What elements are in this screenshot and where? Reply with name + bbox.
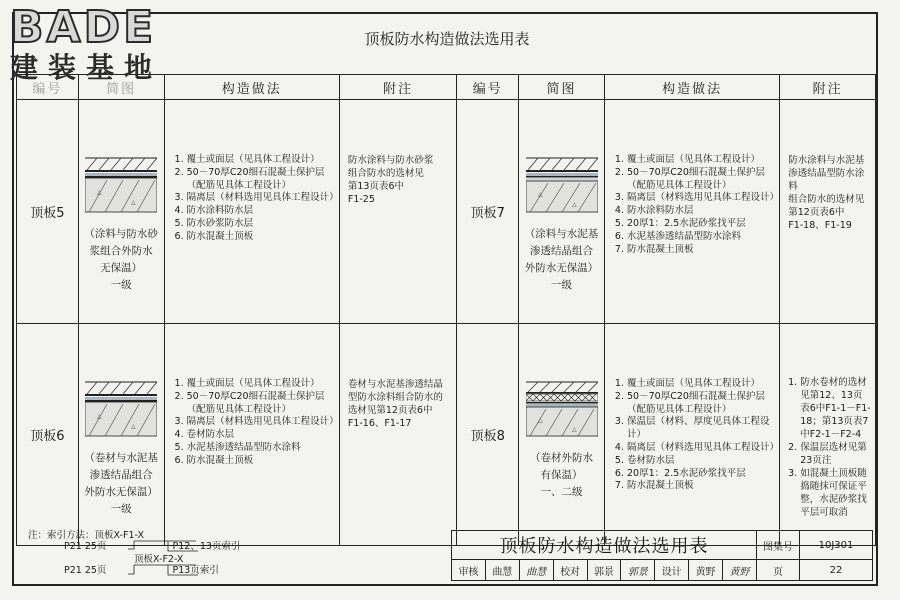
caption-line: （卷材与水泥基 bbox=[84, 452, 158, 464]
check-label: 校对 bbox=[553, 560, 587, 581]
sketch-cell-5 bbox=[78, 100, 164, 324]
layer-item: 6. 水泥基渗透结晶型防水涂料 bbox=[627, 231, 775, 244]
sketch-cell-7 bbox=[519, 100, 605, 324]
layers-cell-6 bbox=[164, 324, 339, 546]
layer-item: 4. 防水涂料防水层 bbox=[627, 205, 775, 218]
index-lead: 注：索引方法： bbox=[28, 530, 95, 541]
checker-name: 郭景 bbox=[587, 560, 621, 581]
header-method-right: 构造做法 bbox=[605, 75, 780, 100]
checker-signature: 郭景 bbox=[621, 560, 655, 581]
logo-text-cn: 建装基地 bbox=[10, 51, 163, 84]
layer-list bbox=[165, 324, 339, 468]
sketch-caption-7 bbox=[519, 226, 604, 294]
svg-text:△: △ bbox=[131, 423, 136, 430]
layer-item: 1. 覆土或面层（见具体工程设计） bbox=[187, 154, 335, 167]
caption-line: （涂料与防水砂 bbox=[84, 228, 158, 240]
section-drawing-7 bbox=[526, 154, 598, 218]
note-item: 2. 保温层选材见第23页注 bbox=[800, 441, 871, 467]
note-cell-6 bbox=[339, 324, 457, 546]
note-cell-7 bbox=[780, 100, 876, 324]
note-line: 组合防水的选材见 bbox=[347, 168, 424, 179]
caption-line: 无保温） bbox=[100, 262, 143, 274]
layer-item: 2. 50－70厚C20细石混凝土保护层（配筋见具体工程设计） bbox=[187, 167, 335, 193]
note-line: 渗透结晶型防水涂料 bbox=[788, 168, 865, 192]
page-number: 22 bbox=[800, 560, 873, 581]
index-left-2: P21 25页 bbox=[64, 565, 107, 576]
layers-cell-7 bbox=[605, 100, 780, 324]
logo-text-en: BADE bbox=[10, 2, 157, 53]
index-example-1: 顶板X-F1-X bbox=[94, 530, 144, 541]
sketch-cell-8 bbox=[519, 324, 605, 546]
header-note-right: 附注 bbox=[780, 75, 876, 100]
layer-item: 5. 水泥基渗透结晶型防水涂料 bbox=[187, 442, 335, 455]
index-right-2: P13页索引 bbox=[172, 565, 219, 576]
layer-list bbox=[605, 100, 779, 256]
caption-line: 渗透结晶组合 bbox=[530, 245, 594, 257]
layer-item: 1. 覆土或面层（见具体工程设计） bbox=[187, 378, 335, 391]
caption-line: 有保温） bbox=[540, 469, 583, 481]
options-table bbox=[16, 74, 876, 546]
sketch-caption-6 bbox=[79, 450, 164, 518]
drawing-title: 顶板防水构造做法选用表 bbox=[452, 531, 757, 560]
row-label-7: 顶板7 bbox=[457, 100, 519, 324]
sketch-caption-5 bbox=[79, 226, 164, 294]
layer-item: 7. 防水混凝土顶板 bbox=[627, 480, 775, 493]
atlas-label: 图集号 bbox=[757, 531, 800, 560]
note-line: 选材见第12页表6中 bbox=[347, 405, 433, 416]
layer-item: 5. 卷材防水层 bbox=[627, 455, 775, 468]
design-label: 设计 bbox=[655, 560, 689, 581]
header-method-left: 构造做法 bbox=[164, 75, 339, 100]
note-line: 防水涂料与防水砂浆 bbox=[347, 155, 434, 166]
note-line: 组合防水的选材见 bbox=[788, 194, 865, 205]
caption-line: （涂料与水泥基 bbox=[524, 228, 599, 240]
layers-cell-8 bbox=[605, 324, 780, 546]
sketch-caption-8 bbox=[519, 450, 604, 501]
layer-item: 7. 防水混凝土顶板 bbox=[627, 244, 775, 257]
note-line: 防水涂料与水泥基 bbox=[788, 155, 865, 166]
caption-line: 一、二级 bbox=[540, 486, 583, 498]
reviewer-name: 曲慧 bbox=[485, 560, 519, 581]
svg-text:△: △ bbox=[571, 201, 577, 208]
header-sketch-right: 简图 bbox=[519, 75, 605, 100]
header-id-right: 编号 bbox=[457, 75, 519, 100]
header-sketch-left: 简图 bbox=[78, 75, 164, 100]
header-note-left: 附注 bbox=[339, 75, 457, 100]
layers-cell-5 bbox=[164, 100, 339, 324]
table-row bbox=[17, 324, 876, 546]
note-item: 3. 如混凝土顶板随捣随抹可保证平整，水泥砂浆找平层可取消 bbox=[800, 467, 871, 519]
brand-logo bbox=[10, 2, 163, 84]
layer-item: 6. 防水混凝土顶板 bbox=[187, 455, 335, 468]
caption-line: 浆组合外防水 bbox=[89, 245, 153, 257]
reviewer-signature: 曲慧 bbox=[519, 560, 553, 581]
note-line: 卷材与水泥基渗透结晶 bbox=[347, 379, 443, 390]
page-label: 页 bbox=[757, 560, 800, 581]
note-line: F1-16、F1-17 bbox=[347, 418, 412, 429]
note-line: F1-25 bbox=[347, 194, 375, 205]
caption-line: （卷材外防水 bbox=[530, 452, 594, 464]
drawing-frame bbox=[12, 12, 878, 586]
sketch-cell-6 bbox=[78, 324, 164, 546]
layer-item: 3. 隔离层（材料选用见具体工程设计） bbox=[187, 192, 335, 205]
svg-text:△: △ bbox=[131, 199, 136, 206]
note-cell-8 bbox=[780, 324, 876, 546]
designer-signature: 黄野 bbox=[723, 560, 757, 581]
caption-line: 一级 bbox=[551, 279, 573, 291]
layer-list bbox=[605, 324, 779, 493]
header-id-left: 编号 bbox=[17, 75, 79, 100]
layer-list bbox=[165, 100, 339, 244]
note-list bbox=[780, 324, 875, 519]
index-method-note bbox=[28, 530, 240, 576]
layer-item: 5. 20厚1：2.5水泥砂浆找平层 bbox=[627, 218, 775, 231]
layer-item: 3. 隔离层（材料选用见具体工程设计） bbox=[627, 192, 775, 205]
index-left-1: P21 25页 bbox=[64, 541, 107, 552]
table-row bbox=[17, 100, 876, 324]
row-label-5: 顶板5 bbox=[17, 100, 79, 324]
sheet-title: 顶板防水构造做法选用表 bbox=[364, 30, 530, 48]
layer-item: 6. 防水混凝土顶板 bbox=[187, 231, 335, 244]
layer-item: 4. 卷材防水层 bbox=[187, 429, 335, 442]
note-line: 型防水涂料组合防水的 bbox=[347, 392, 443, 403]
layer-item: 1. 覆土或面层（见具体工程设计） bbox=[627, 378, 775, 391]
layer-item: 3. 隔离层（材料选用见具体工程设计） bbox=[187, 416, 335, 429]
note-item: 1. 防水卷材的选材见第12、13页表6中F1-1－F1-18；第13页表7中F2-1－F2-4 bbox=[800, 376, 871, 441]
svg-text:△: △ bbox=[97, 189, 102, 196]
note-line: 第13页表6中 bbox=[347, 181, 404, 192]
caption-line: 一级 bbox=[110, 503, 132, 515]
layer-item: 5. 防水砂浆防水层 bbox=[187, 218, 335, 231]
review-label: 审核 bbox=[452, 560, 486, 581]
layer-item: 6. 20厚1：2.5水泥砂浆找平层 bbox=[627, 468, 775, 481]
caption-line: 外防水无保温） bbox=[524, 262, 599, 274]
designer-name: 黄野 bbox=[689, 560, 723, 581]
layer-item: 1. 覆土或面层（见具体工程设计） bbox=[627, 154, 775, 167]
layer-item: 2. 50－70厚C20细石混凝土保护层（配筋见具体工程设计） bbox=[627, 167, 775, 193]
layer-item: 2. 50－70厚C20细石混凝土保护层（配筋见具体工程设计） bbox=[187, 391, 335, 417]
note-line: F1-18、F1-19 bbox=[788, 220, 852, 231]
index-example-2: 顶板X-F2-X bbox=[134, 554, 184, 565]
note-cell-5 bbox=[339, 100, 457, 324]
layer-item: 2. 50－70厚C20细石混凝土保护层（配筋见具体工程设计） bbox=[627, 391, 775, 417]
layer-item: 4. 防水涂料防水层 bbox=[187, 205, 335, 218]
section-drawing-8 bbox=[526, 378, 598, 442]
svg-text:△: △ bbox=[537, 417, 543, 424]
section-drawing-6 bbox=[85, 378, 157, 442]
index-right-1: P12、13页索引 bbox=[172, 541, 241, 552]
layer-item: 3. 保温层（材料、厚度见具体工程设计） bbox=[627, 416, 775, 442]
title-block bbox=[451, 530, 873, 581]
layer-item: 4. 隔离层（材料选用见具体工程设计） bbox=[627, 442, 775, 455]
note-line: 第12页表6中 bbox=[788, 207, 845, 218]
caption-line: 渗透结晶组合 bbox=[89, 469, 153, 481]
row-label-6: 顶板6 bbox=[17, 324, 79, 546]
section-drawing-5 bbox=[85, 154, 157, 218]
row-label-8: 顶板8 bbox=[457, 324, 519, 546]
caption-line: 外防水无保温） bbox=[84, 486, 158, 498]
svg-text:△: △ bbox=[97, 413, 102, 420]
svg-text:△: △ bbox=[571, 426, 577, 433]
svg-text:△: △ bbox=[537, 191, 543, 198]
caption-line: 一级 bbox=[110, 279, 132, 291]
atlas-number: 10J301 bbox=[800, 531, 873, 560]
